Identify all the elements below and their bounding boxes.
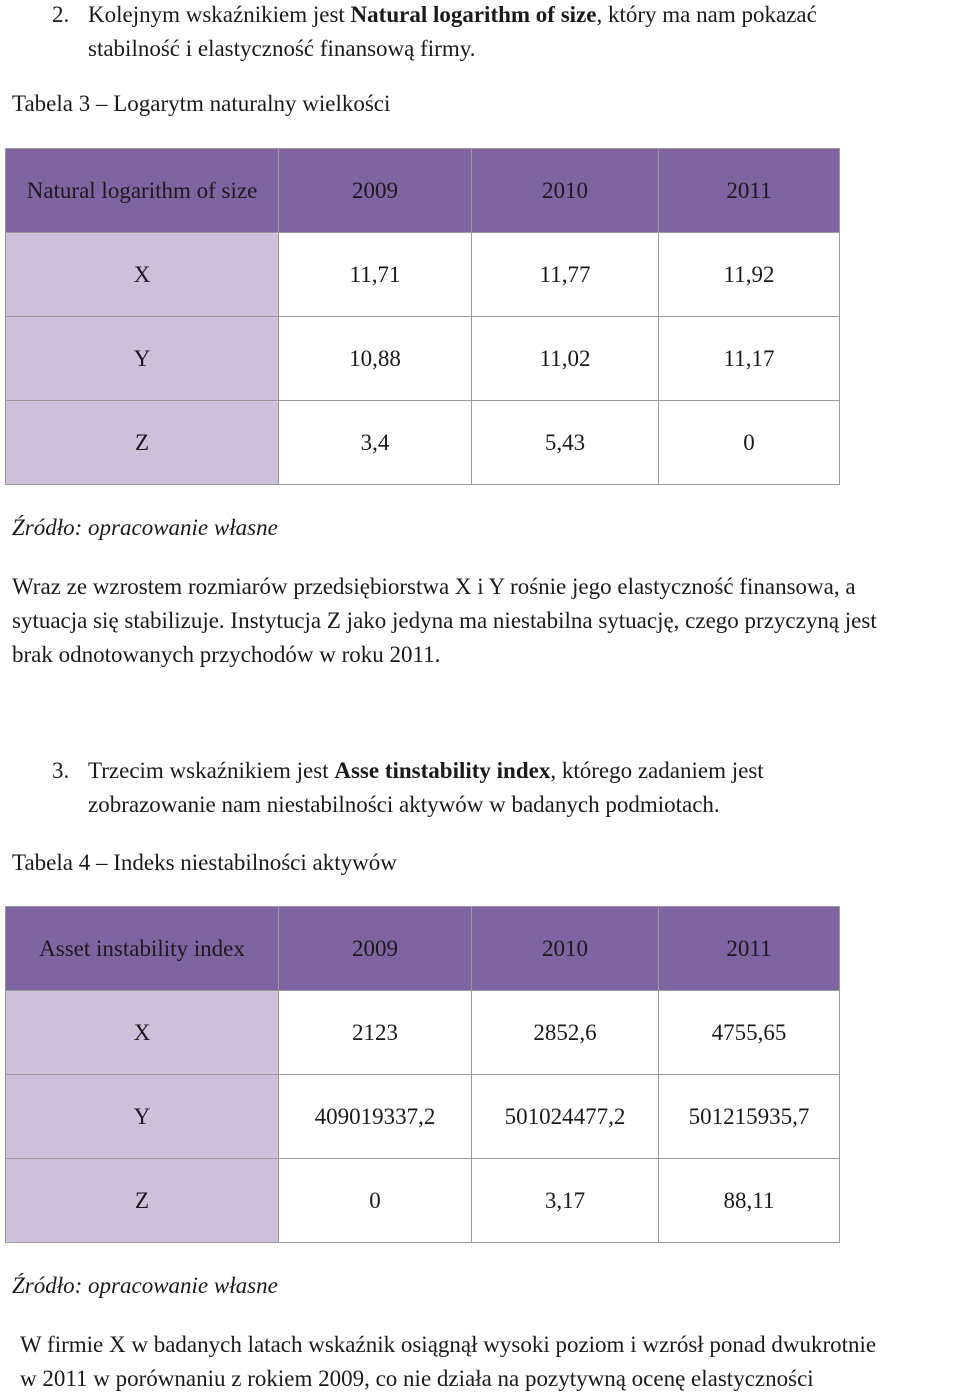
table-cell: 11,71 [279,233,472,317]
table-natural-log [5,148,840,485]
table-row [6,991,840,1075]
table-header-cell: Asset instability index [6,907,279,991]
table-caption: Tabela 3 – Logarytm naturalny wielkości [12,91,391,116]
table-source: Źródło: opracowanie własne [12,1273,278,1298]
list-number: 2. [52,2,70,27]
row-label: Z [6,401,279,485]
table-cell: 501215935,7 [659,1075,840,1159]
indicator-name: Asse tinstability index [334,758,551,783]
table-header-row [6,149,840,233]
table-row [6,1075,840,1159]
table-cell: 2852,6 [472,991,659,1075]
indicator-name: Natural logarithm of size [350,2,597,27]
table-cell: 2123 [279,991,472,1075]
table-header-row [6,907,840,991]
table-cell: 11,92 [659,233,840,317]
paragraph: Wraz ze wzrostem rozmiarów przedsiębiorstwa X i Y rośnie jego elastyczność finansowa, a sytuacja się stabilizuje. Instytucja Z jako jedyna ma niestabilna sytuację, czego przyczyną jest brak odnotowanych przychodów w roku 2011. [12,574,877,667]
table-cell: 0 [279,1159,472,1243]
list-item-text: Kolejnym wskaźnikiem jest Natural logarithm of size, który ma nam pokazać stabilność i elastyczność finansową firmy. [88,2,817,61]
table-cell: 3,4 [279,401,472,485]
row-label: Y [6,317,279,401]
table-caption: Tabela 4 – Indeks niestabilności aktywów [12,850,397,875]
table-cell: 11,17 [659,317,840,401]
table-header-cell: 2010 [472,907,659,991]
table-cell: 11,77 [472,233,659,317]
row-label: X [6,233,279,317]
row-label: Z [6,1159,279,1243]
row-label: X [6,991,279,1075]
table-row [6,233,840,317]
table-row [6,1159,840,1243]
row-label: Y [6,1075,279,1159]
table-cell: 4755,65 [659,991,840,1075]
table-cell: 501024477,2 [472,1075,659,1159]
table-cell: 5,43 [472,401,659,485]
table-header-cell: Natural logarithm of size [6,149,279,233]
table-header-cell: 2011 [659,149,840,233]
table-header-cell: 2009 [279,149,472,233]
table-cell: 10,88 [279,317,472,401]
table-row [6,401,840,485]
table-cell: 409019337,2 [279,1075,472,1159]
paragraph: W firmie X w badanych latach wskaźnik osiągnął wysoki poziom i wzrósł ponad dwukrotnie w 2011 w porównaniu z rokiem 2009, co nie działa na pozytywną ocenę elastyczności [20,1332,877,1391]
table-header-cell: 2011 [659,907,840,991]
table-asset-instability [5,906,840,1243]
table-cell: 11,02 [472,317,659,401]
table-cell: 0 [659,401,840,485]
table-header-cell: 2010 [472,149,659,233]
table-header-cell: 2009 [279,907,472,991]
table-row [6,317,840,401]
list-item-text: Trzecim wskaźnikiem jest Asse tinstability index, którego zadaniem jest zobrazowanie nam niestabilności aktywów w badanych podmiotach. [88,758,764,817]
table-cell: 3,17 [472,1159,659,1243]
table-source: Źródło: opracowanie własne [12,515,278,540]
list-number: 3. [52,758,70,783]
table-cell: 88,11 [659,1159,840,1243]
